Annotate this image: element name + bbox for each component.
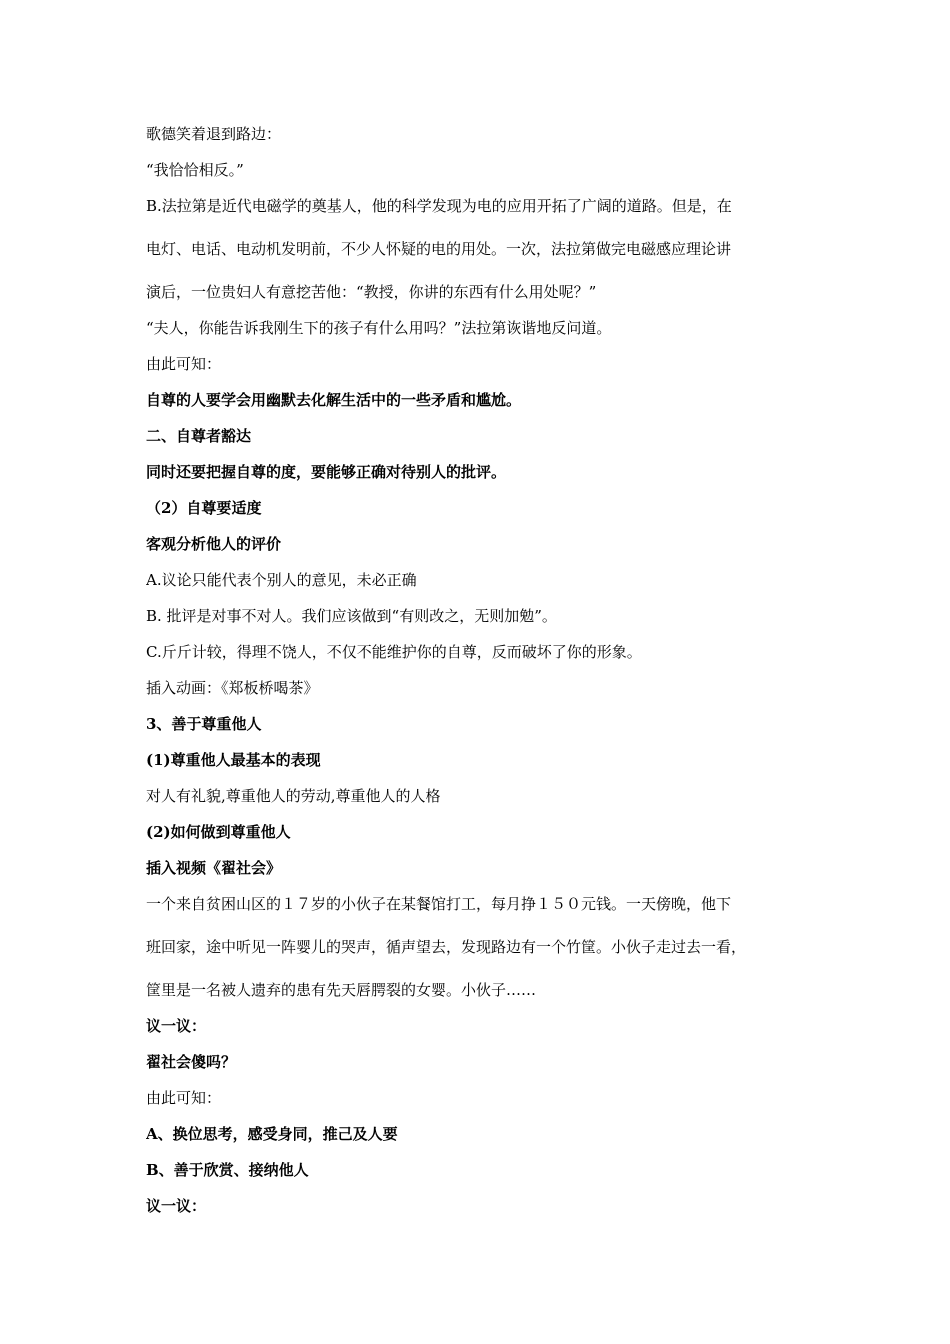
text-line: 电灯、电话、电动机发明前，不少人怀疑的电的用处。一次，法拉第做完电磁感应理论讲 (146, 240, 732, 258)
text-line: 歌德笑着退到路边： (146, 125, 282, 143)
text-line: 由此可知： (146, 1089, 222, 1107)
text-line: A.议论只能代表个别人的意见，未必正确 (146, 571, 417, 589)
text-line: 对人有礼貌,尊重他人的劳动,尊重他人的人格 (146, 787, 441, 805)
text-line: B.法拉第是近代电磁学的奠基人，他的科学发现为电的应用开拓了广阔的道路。但是，在 (146, 197, 732, 215)
heading-line: 客观分析他人的评价 (146, 535, 282, 553)
heading-line: 议一议： (146, 1197, 207, 1215)
text-line: 演后，一位贵妇人有意挖苦他：“教授，你讲的东西有什么用处呢？” (146, 283, 597, 301)
text-line: 筐里是一名被人遗弃的患有先天唇腭裂的女婴。小伙子…… (146, 981, 537, 999)
heading-line: (1)尊重他人最基本的表现 (146, 751, 321, 769)
text-line: 插入动画：《郑板桥喝茶》 (146, 679, 319, 697)
text-line: B. 批评是对事不对人。我们应该做到“有则改之，无则加勉”。 (146, 607, 557, 625)
document-page (146, 124, 816, 1217)
text-line: 班回家，途中听见一阵婴儿的哭声，循声望去，发现路边有一个竹筐。小伙子走过去一看， (146, 938, 747, 956)
heading-line: （2）自尊要适度 (146, 499, 262, 517)
heading-line: B、善于欣赏、接纳他人 (146, 1161, 309, 1179)
heading-line: 自尊的人要学会用幽默去化解生活中的一些矛盾和尴尬。 (146, 391, 522, 409)
heading-line: 议一议： (146, 1017, 207, 1035)
heading-line: 翟社会傻吗？ (146, 1053, 237, 1071)
text-line: “夫人，你能告诉我刚生下的孩子有什么用吗？”法拉第诙谐地反问道。 (146, 319, 612, 337)
text-line: “我恰恰相反。” (146, 161, 244, 179)
heading-line: (2)如何做到尊重他人 (146, 823, 291, 841)
heading-line: A、换位思考，感受身同，推己及人要 (146, 1125, 398, 1143)
text-line: C.斤斤计较，得理不饶人，不仅不能维护你的自尊，反而破坏了你的形象。 (146, 643, 642, 661)
heading-line: 二、自尊者豁达 (146, 427, 252, 445)
text-line: 一个来自贫困山区的１７岁的小伙子在某餐馆打工，每月挣１５０元钱。一天傍晚，他下 (146, 895, 732, 913)
heading-line: 3、善于尊重他人 (146, 715, 262, 733)
heading-line: 插入视频《翟社会》 (146, 859, 282, 877)
heading-line: 同时还要把握自尊的度，要能够正确对待别人的批评。 (146, 463, 507, 481)
text-line: 由此可知： (146, 355, 222, 373)
